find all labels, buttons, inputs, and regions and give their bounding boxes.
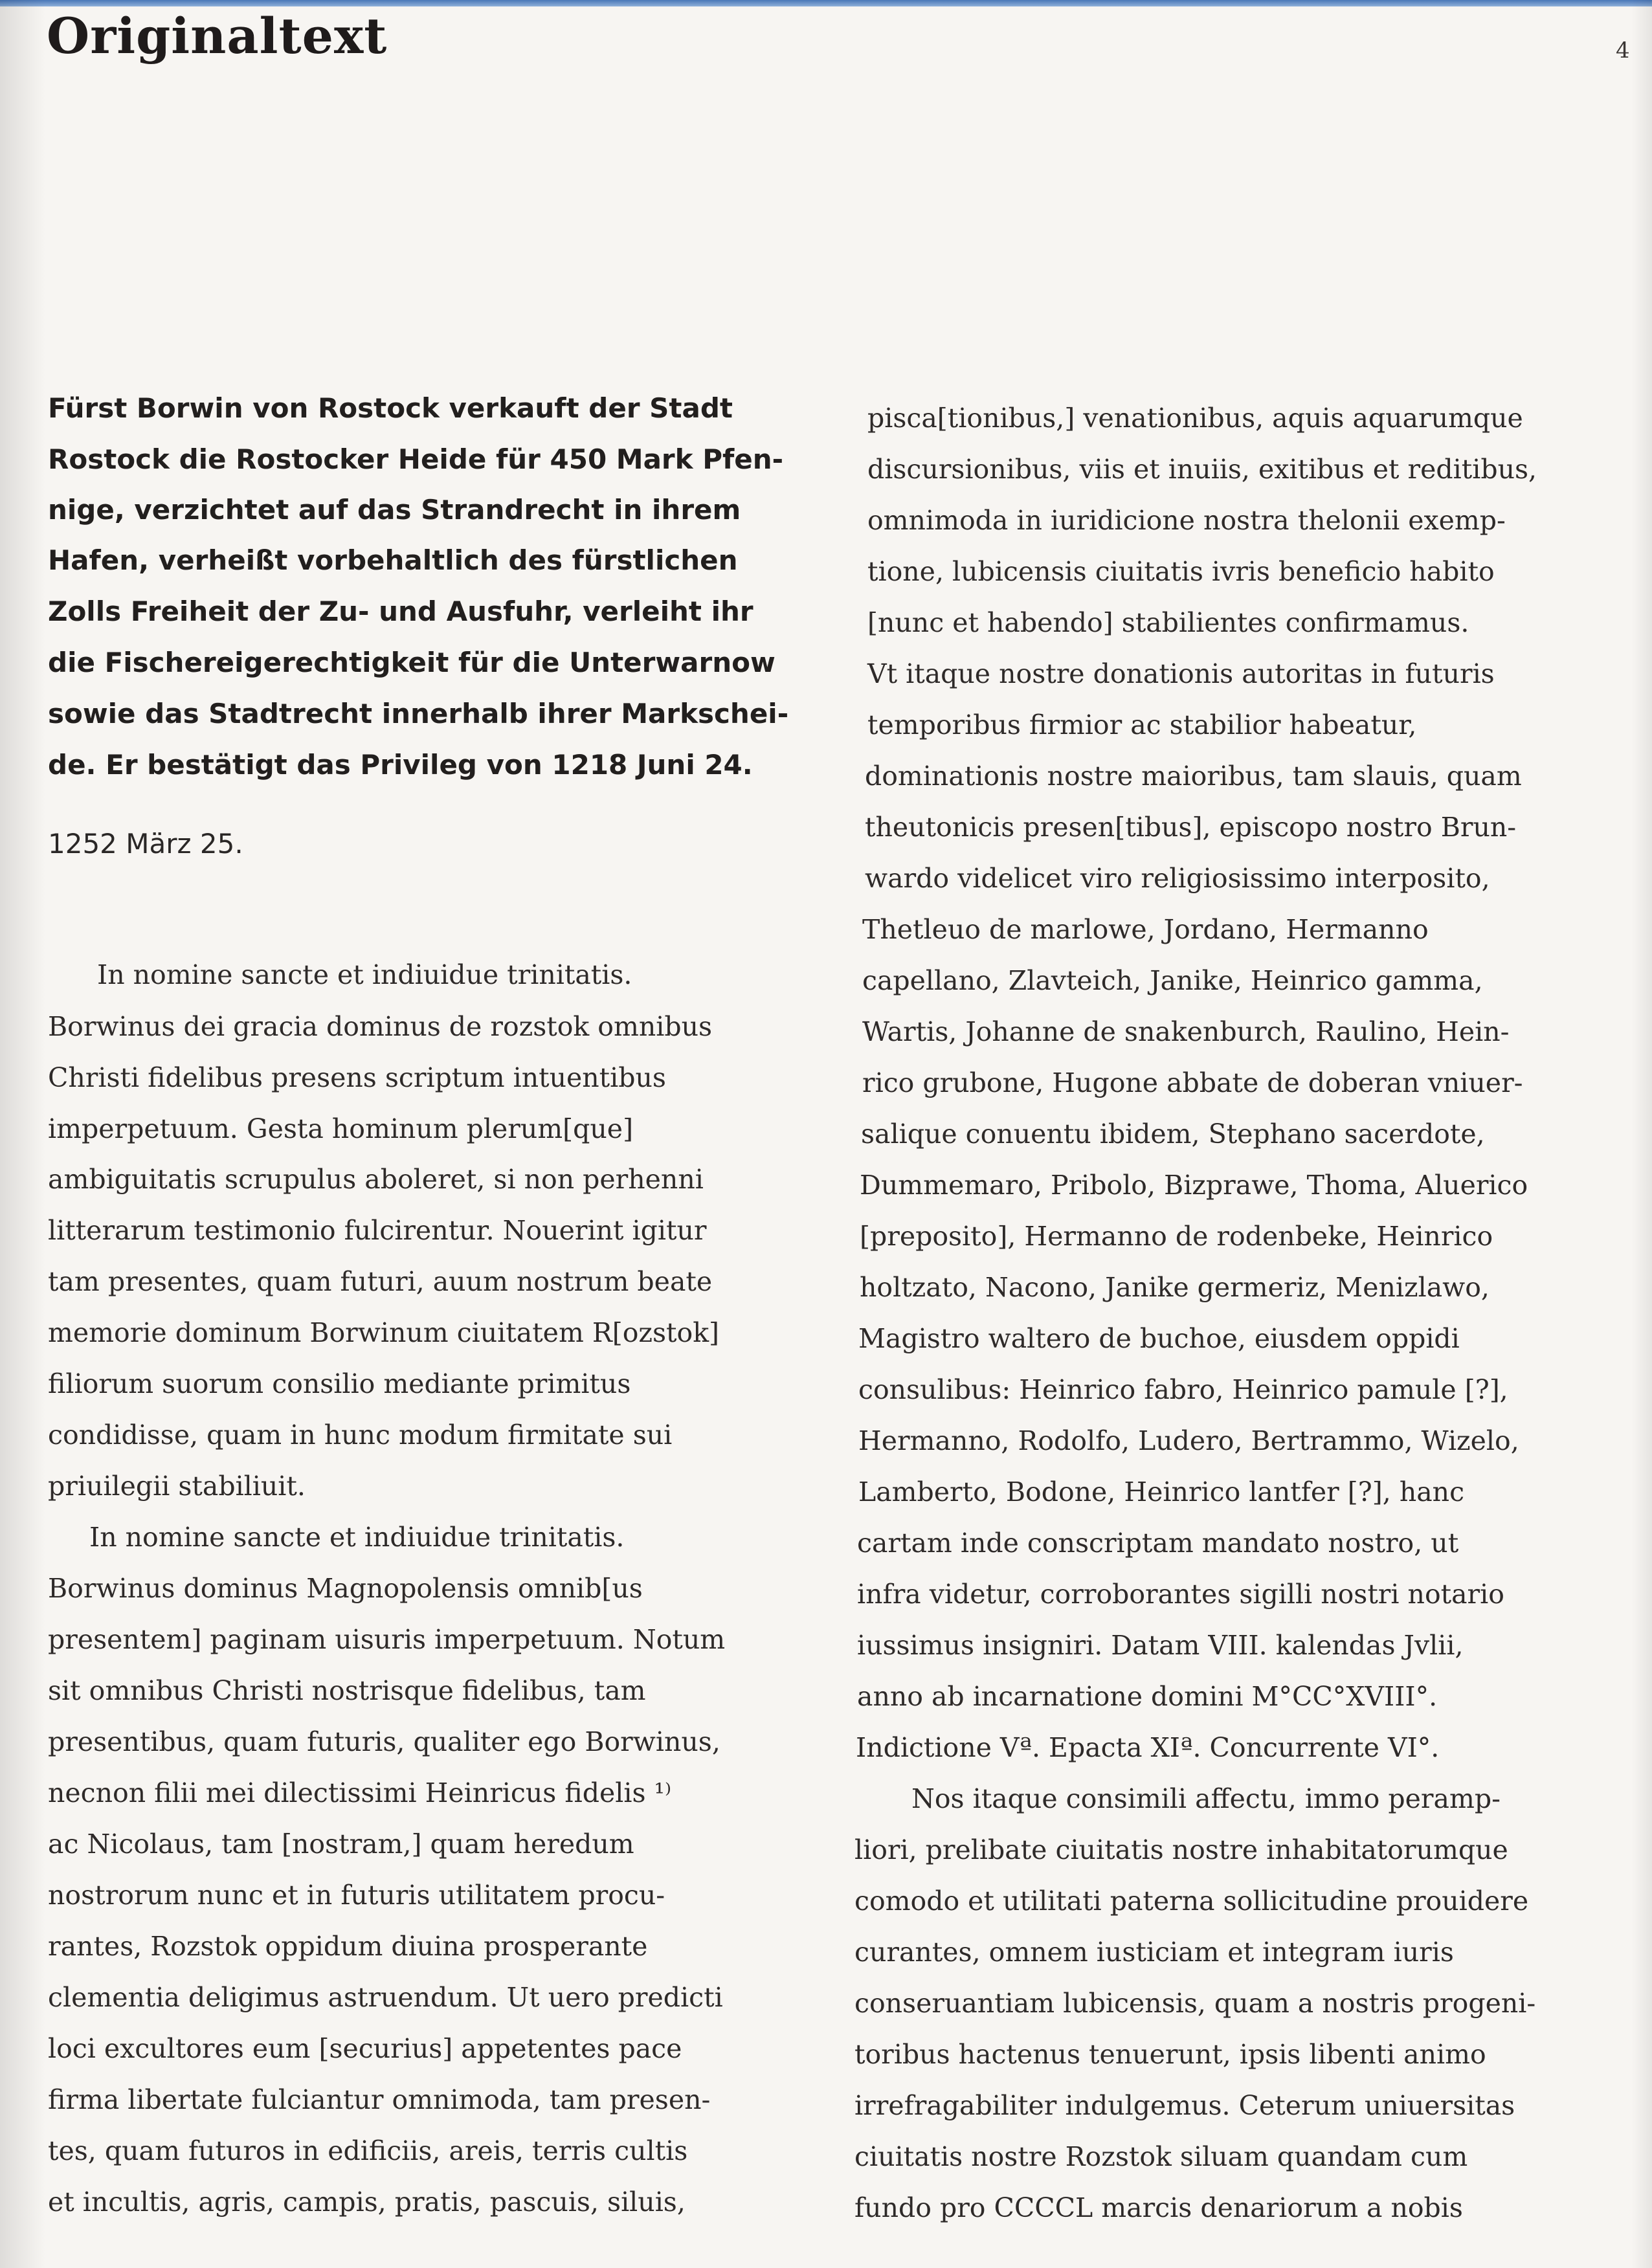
latin-text-line: clementia deligimus astruendum. Ut uero predicti [48, 1982, 723, 2013]
latin-text-line: ciuitatis nostre Rozstok siluam quandam cum [854, 2141, 1468, 2172]
latin-text-line: imperpetuum. Gesta hominum plerum[que] [48, 1113, 634, 1144]
latin-text-line: pisca[tionibus,] venationibus, aquis aquarumque [867, 403, 1523, 434]
latin-text-line: Christi fidelibus presens scriptum intuentibus [48, 1062, 666, 1093]
latin-text-line: dominationis nostre maioribus, tam slauis, quam [865, 761, 1522, 792]
latin-text-line: Magistro waltero de buchoe, eiusdem oppidi [858, 1323, 1460, 1354]
summary-line: sowie das Stadtrecht innerhalb ihrer Markschei- [48, 698, 789, 729]
latin-text-line: presentibus, quam futuris, qualiter ego Borwinus, [48, 1726, 720, 1757]
page-number: 4 [1616, 38, 1630, 63]
latin-text-line: salique conuentu ibidem, Stephano sacerdote, [861, 1118, 1485, 1150]
latin-text-line: iussimus insigniri. Datam VIII. kalendas Jvlii, [857, 1630, 1464, 1661]
latin-text-line: consulibus: Heinrico fabro, Heinrico pamule [?], [858, 1374, 1508, 1405]
latin-text-line: rantes, Rozstok oppidum diuina prosperante [48, 1931, 648, 1962]
page-edge-shadow [1631, 0, 1652, 2268]
latin-text-line: et incultis, agris, campis, pratis, pascuis, siluis, [48, 2186, 686, 2218]
latin-text-line: litterarum testimonio fulcirentur. Nouerint igitur [48, 1215, 707, 1246]
latin-text-line: omnimoda in iuridicione nostra thelonii exemp- [867, 505, 1506, 536]
latin-text-line: temporibus firmior ac stabilior habeatur, [867, 709, 1417, 740]
summary-line: Rostock die Rostocker Heide für 450 Mark Pfen- [48, 443, 784, 475]
latin-text-line: presentem] paginam uisuris imperpetuum. Notum [48, 1624, 726, 1655]
summary-line: Hafen, verheißt vorbehaltlich des fürstlichen [48, 544, 738, 576]
latin-text-line: theutonicis presen[tibus], episcopo nostro Brun- [865, 812, 1517, 843]
latin-text-line: ac Nicolaus, tam [nostram,] quam heredum [48, 1829, 634, 1860]
latin-text-line: memorie dominum Borwinum ciuitatem R[ozstok] [48, 1317, 720, 1348]
summary-line: die Fischereigerechtigkeit für die Unterwarnow [48, 647, 776, 678]
latin-text-line: Indictione Vª. Epacta XIª. Concurrente VI°. [856, 1732, 1440, 1763]
summary-line: Fürst Borwin von Rostock verkauft der Stadt [48, 392, 733, 424]
latin-text-line: tione, lubicensis ciuitatis ivris beneficio habito [867, 556, 1495, 587]
latin-text-line: toribus hactenus tenuerunt, ipsis libenti animo [854, 2039, 1486, 2070]
latin-text-line: Thetleuo de marlowe, Jordano, Hermanno [862, 914, 1429, 945]
latin-text-line: tes, quam futuros in edificiis, areis, terris cultis [48, 2135, 688, 2166]
latin-text-line: infra videtur, corroborantes sigilli nostri notario [857, 1579, 1504, 1610]
latin-text-line: Wartis, Johanne de snakenburch, Raulino, Hein- [862, 1016, 1510, 1047]
latin-text-line: capellano, Zlavteich, Janike, Heinrico gamma, [862, 965, 1483, 996]
latin-text-line: necnon filii mei dilectissimi Heinricus fidelis ¹⁾ [48, 1777, 672, 1808]
latin-text-line: fundo pro CCCCL marcis denariorum a nobis [854, 2192, 1463, 2223]
latin-text-line: priuilegii stabiliuit. [48, 1471, 306, 1502]
latin-text-line: wardo videlicet viro religiosissimo interposito, [865, 863, 1490, 894]
latin-text-line: Dummemaro, Pribolo, Bizprawe, Thoma, Aluerico [860, 1170, 1528, 1201]
latin-text-line: In nomine sancte et indiuidue trinitatis. [97, 959, 632, 990]
latin-text-line: cartam inde conscriptam mandato nostro, ut [857, 1528, 1459, 1559]
latin-text-line: [nunc et habendo] stabilientes confirmamus. [867, 607, 1469, 638]
latin-text-line: sit omnibus Christi nostrisque fidelibus, tam [48, 1675, 646, 1706]
document-date: 1252 März 25. [48, 828, 243, 860]
latin-text-line: holtzato, Nacono, Janike germeriz, Menizlawo, [860, 1272, 1490, 1303]
latin-text-line: loci excultores eum [securius] appetentes pace [48, 2033, 682, 2064]
latin-text-line: ambiguitatis scrupulus aboleret, si non perhenni [48, 1164, 704, 1195]
latin-text-line: filiorum suorum consilio mediante primitus [48, 1368, 631, 1399]
latin-text-line: Borwinus dei gracia dominus de rozstok omnibus [48, 1011, 713, 1042]
latin-text-line: rico grubone, Hugone abbate de doberan vniuer- [862, 1067, 1523, 1098]
section-title: Originaltext [47, 7, 388, 65]
latin-text-line: Nos itaque consimili affectu, immo peramp- [911, 1783, 1501, 1814]
latin-text-line: discursionibus, viis et inuiis, exitibus et reditibus, [867, 454, 1537, 485]
latin-text-line: tam presentes, quam futuri, auum nostrum beate [48, 1266, 713, 1297]
latin-text-line: firma libertate fulciantur omnimoda, tam presen- [48, 2084, 711, 2115]
latin-text-line: In nomine sancte et indiuidue trinitatis. [89, 1522, 625, 1553]
latin-text-line: Vt itaque nostre donationis autoritas in futuris [867, 658, 1495, 689]
page-gutter-shadow [0, 0, 45, 2268]
latin-text-line: Borwinus dominus Magnopolensis omnib[us [48, 1573, 643, 1604]
latin-text-line: anno ab incarnatione domini M°CC°XVIII°. [857, 1681, 1438, 1712]
summary-line: de. Er bestätigt das Privileg von 1218 Juni 24. [48, 749, 753, 781]
latin-text-line: curantes, omnem iusticiam et integram iuris [854, 1937, 1454, 1968]
latin-text-line: liori, prelibate ciuitatis nostre inhabitatorumque [854, 1834, 1508, 1865]
latin-text-line: Lamberto, Bodone, Heinrico lantfer [?], hanc [858, 1476, 1465, 1507]
latin-text-line: condidisse, quam in hunc modum firmitate sui [48, 1419, 673, 1451]
latin-text-line: [preposito], Hermanno de rodenbeke, Heinrico [860, 1221, 1493, 1252]
latin-text-line: Hermanno, Rodolfo, Ludero, Bertrammo, Wizelo, [858, 1425, 1519, 1456]
latin-text-line: irrefragabiliter indulgemus. Ceterum uniuersitas [854, 2090, 1515, 2121]
summary-line: Zolls Freiheit der Zu- und Ausfuhr, verleiht ihr [48, 595, 753, 627]
latin-text-line: nostrorum nunc et in futuris utilitatem procu- [48, 1880, 665, 1911]
latin-text-line: conseruantiam lubicensis, quam a nostris progeni- [854, 1988, 1536, 2019]
summary-line: nige, verzichtet auf das Strandrecht in ihrem [48, 494, 741, 526]
latin-text-line: comodo et utilitati paterna sollicitudine prouidere [854, 1885, 1529, 1917]
